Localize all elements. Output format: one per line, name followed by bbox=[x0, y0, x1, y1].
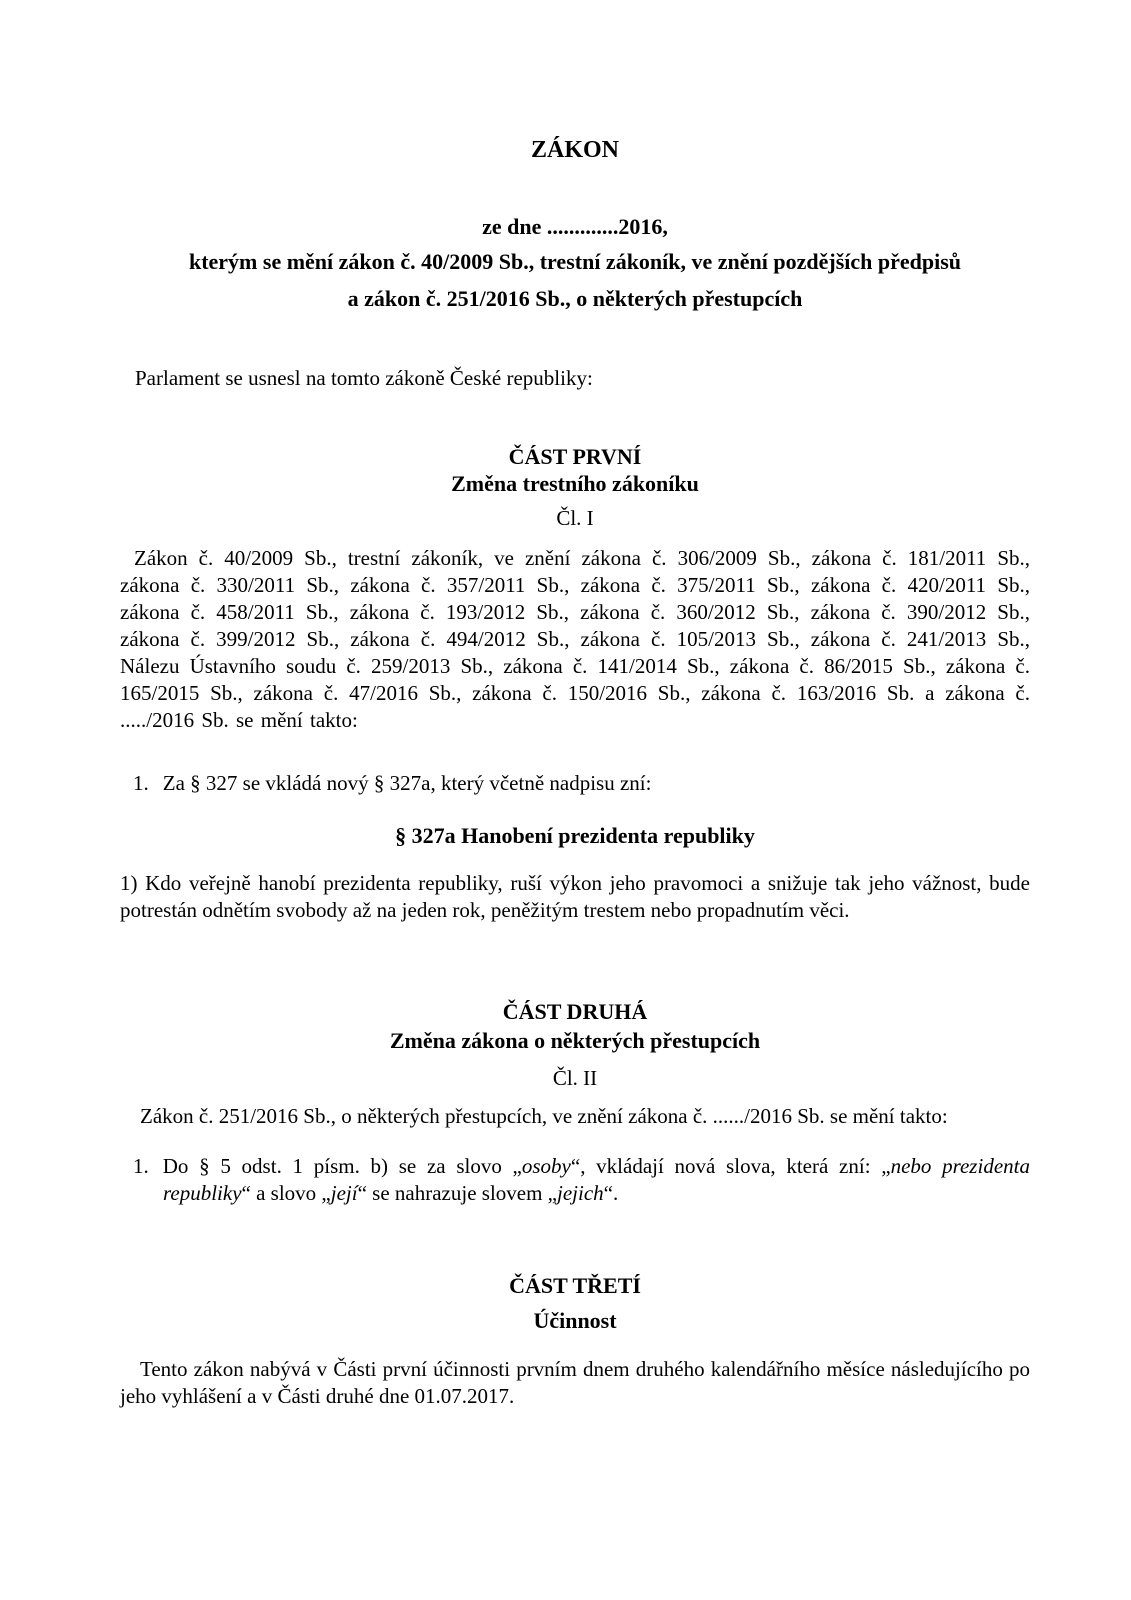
part1-item-1-number: 1. bbox=[133, 771, 149, 795]
part1-item-1 bbox=[120, 770, 1030, 797]
part2-item-1-segment: “ se nahrazuje slovem „ bbox=[357, 1181, 558, 1205]
document-content bbox=[0, 137, 1131, 1410]
part1-item-1-text: Za § 327 se vkládá nový § 327a, který včetně nadpisu zní: bbox=[162, 771, 652, 795]
part3-heading: ČÁST TŘETÍ bbox=[509, 1273, 641, 1298]
part2-item-1 bbox=[120, 1153, 1030, 1207]
part2-item-1-segment: Do § 5 odst. 1 písm. b) se za slovo „ bbox=[162, 1154, 522, 1178]
document-title: ZÁKON bbox=[530, 137, 619, 163]
part2-item-1-segment: “, vkládají nová slova, která zní: „ bbox=[570, 1154, 891, 1178]
part2-item-1-segment-italic: jejich bbox=[557, 1181, 604, 1205]
part2-item-1-segment-italic: osoby bbox=[521, 1154, 571, 1178]
date-line: ze dne .............2016, bbox=[482, 214, 668, 239]
part2-item-1-segment: “ a slovo „ bbox=[241, 1181, 331, 1205]
subtitle-line-1: kterým se mění zákon č. 40/2009 Sb., trestní zákoník, ve znění pozdějších předpisů bbox=[188, 249, 962, 274]
part1-heading: ČÁST PRVNÍ bbox=[508, 444, 642, 469]
part2-item-1-segment: “. bbox=[603, 1181, 619, 1205]
part3-effectiveness-text: Tento zákon nabývá v Části první účinnosti prvním dnem druhého kalendářního měsíce následujícího po jeho vyhlášení a v Části druhé dne 01.07.2017. bbox=[120, 1357, 1030, 1408]
part2-amendment-intro: Zákon č. 251/2016 Sb., o některých přestupcích, ve znění zákona č. ....../2016 Sb. se mění takto: bbox=[140, 1104, 948, 1128]
preamble-text: Parlament se usnesl na tomto zákoně České republiky: bbox=[135, 366, 593, 390]
part2-item-1-segment-italic: její bbox=[330, 1181, 358, 1205]
part1-amendment-intro: Zákon č. 40/2009 Sb., trestní zákoník, ve znění zákona č. 306/2009 Sb., zákona č. 181/2011 Sb., zákona č. 330/2011 Sb., zákona č. 357/2011 Sb., zákona č. 375/2011 Sb., zákona č. 420/2011 Sb., zákona č. 458/2011 Sb., zákona č. 193/2012 Sb., zákona č. 360/2012 Sb., zákona č. 390/2012 Sb., zákona č. 399/2012 Sb., zákona č. 494/2012 Sb., zákona č. 105/2013 Sb., zákona č. 241/2013 Sb., Nálezu Ústavního soudu č. 259/2013 Sb., zákona č. 141/2014 Sb., zákona č. 86/2015 Sb., zákona č. 165/2015 Sb., zákona č. 47/2016 Sb., zákona č. 150/2016 Sb., zákona č. 163/2016 Sb. a zákona č. ...../2016 Sb. se mění takto: bbox=[120, 546, 1030, 732]
part2-subheading: Změna zákona o některých přestupcích bbox=[389, 1028, 761, 1053]
part1-subheading: Změna trestního zákoníku bbox=[451, 471, 699, 496]
part1-section-heading: § 327a Hanobení prezidenta republiky bbox=[395, 823, 755, 848]
part1-article-label: Čl. I bbox=[556, 506, 594, 530]
part2-article-label: Čl. II bbox=[552, 1066, 598, 1090]
part1-provision-text: 1) Kdo veřejně hanobí prezidenta republiky, ruší výkon jeho pravomoci a snižuje tak jeho vážnost, bude potrestán odnětím svobody až na jeden rok, peněžitým trestem nebo propadnutím věci. bbox=[120, 871, 1030, 922]
part2-item-1-number: 1. bbox=[133, 1154, 149, 1178]
part3-subheading: Účinnost bbox=[533, 1308, 617, 1333]
part2-heading: ČÁST DRUHÁ bbox=[502, 999, 648, 1024]
subtitle-line-2: a zákon č. 251/2016 Sb., o některých přestupcích bbox=[347, 286, 803, 311]
part2-item-1-segment-italic: nebo prezidenta republiky bbox=[163, 1154, 1030, 1205]
